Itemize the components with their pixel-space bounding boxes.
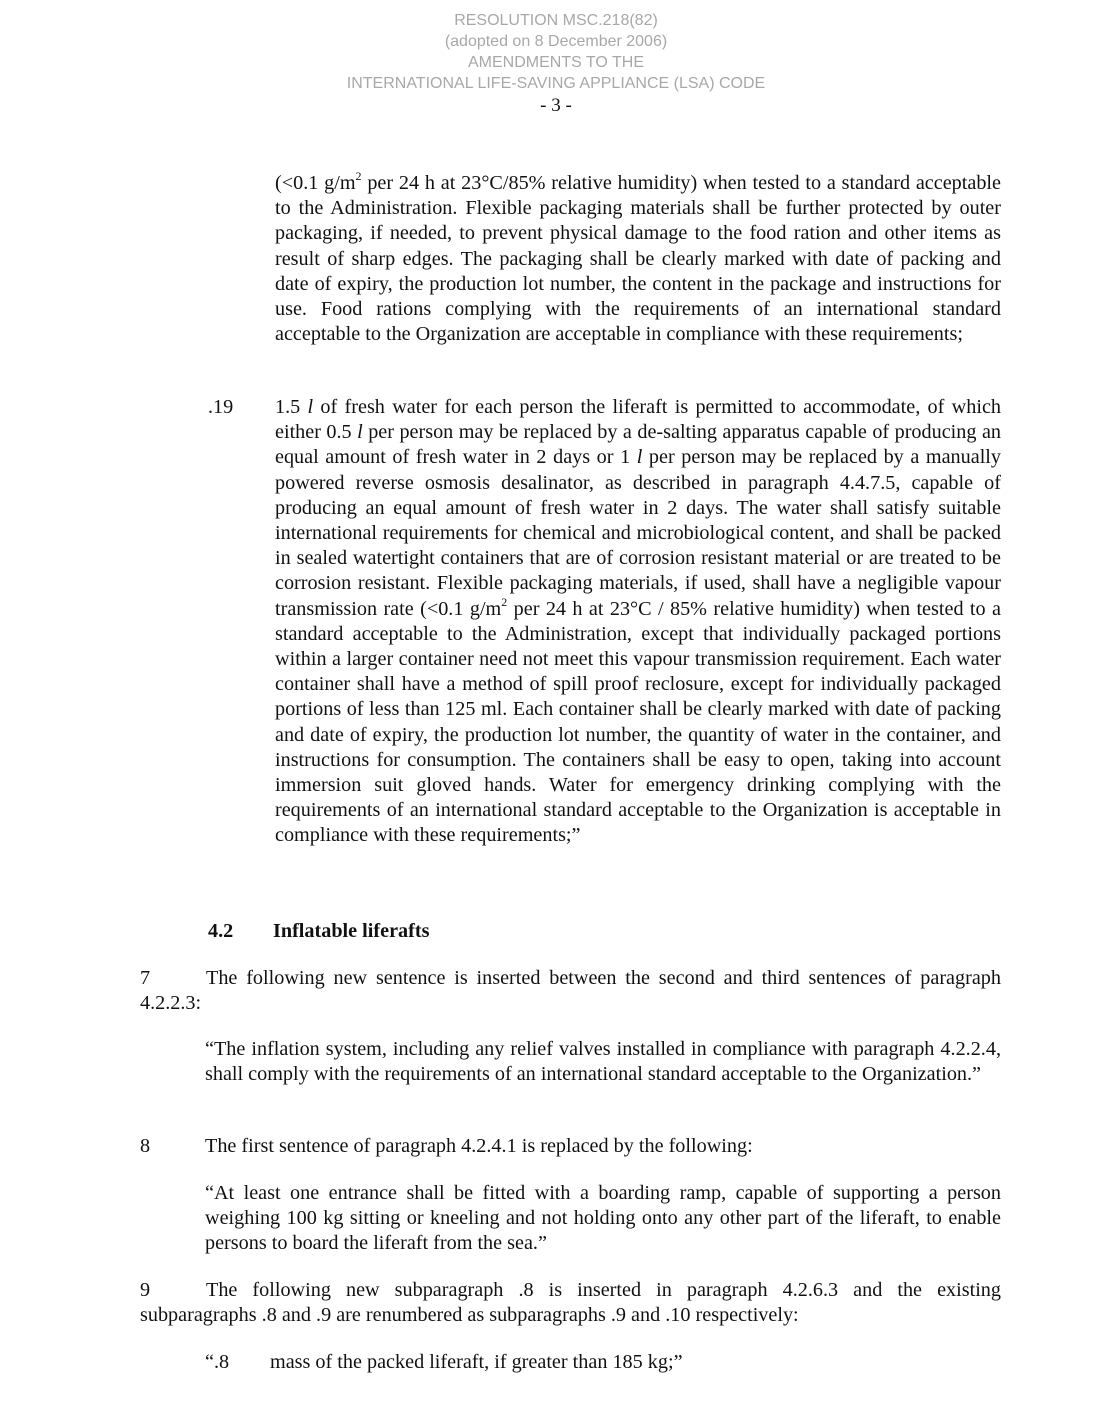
superscript-2: 2 bbox=[501, 594, 508, 609]
para-7-quote: “The inflation system, including any relief valves installed in compliance with paragraph 4.2.2.4, shall comply with the requirements of an international standard acceptable to the Organization.” bbox=[205, 1038, 1001, 1086]
superscript-2: 2 bbox=[355, 169, 362, 184]
header-amendments: AMENDMENTS TO THE bbox=[467, 54, 645, 71]
subparagraph-8-number: “.8 bbox=[205, 1351, 230, 1373]
para-7-text: The following new sentence is inserted between the second and third sentences of paragraph 4.2.2.3: bbox=[140, 967, 1001, 1015]
para-8-text: The first sentence of paragraph 4.2.4.1 is replaced by the following: bbox=[205, 1135, 753, 1157]
section-4-2-number: 4.2 bbox=[208, 920, 234, 942]
continuation-paragraph: (<0.1 $g/m^2$ per 24 h at 23°C/85% relative humidity) when tested to a standard acceptable to the Administration. Flexible packaging materials shall be further protected by outer packaging, if needed, to prevent physical damage to the food ration and other items as result of sharp edges. The packaging shall be clearly marked with date of packing and date of expiry, the production lot number, the content in the package and instructions for use. Food rations complying with the requirements of an international standard acceptable to the Organization are acceptable in compliance with these requirements; bbox=[275, 169, 1001, 346]
document-header bbox=[0, 10, 1112, 118]
para-8-number: 8 bbox=[140, 1135, 151, 1157]
section-4-2-title: Inflatable liferafts bbox=[273, 920, 430, 942]
para-8-quote: “At least one entrance shall be fitted with a boarding ramp, capable of supporting a person weighing 100 kg sitting or kneeling and not holding onto any other part of the liferaft, to enable persons to board the liferaft from the sea.” bbox=[205, 1182, 1001, 1255]
para-9-number: 9 bbox=[140, 1279, 151, 1301]
item-19-paragraph: 1.5 l of fresh water for each person the liferaft is permitted to accommodate, of which either 0.5 l per person may be replaced by a de-salting apparatus capable of producing an equal amount of fresh water in 2 days or 1 l per person may be replaced by a manually powered reverse osmosis desalinator, as described in paragraph 4.4.7.5, capable of producing an equal amount of fresh water in 2 days. The water shall satisfy suitable international requirements for chemical and microbiological content, and shall be packed in sealed watertight containers that are of corrosion resistant material or are treated to be corrosion resistant. Flexible packaging materials, if used, shall have a negligible vapour transmission rate (<0.1 $g/m^2$ per 24 h at 23°C / 85% relative humidity) when tested to a standard acceptable to the Administration, except that individually packaged portions within a larger container need not meet this vapour transmission requirement. Each water container shall have a method of spill proof reclosure, except for individually packaged portions of less than 125 ml. Each container shall be clearly marked with date of packing and date of expiry, the production lot number, the quantity of water in the container, and instructions for consumption. The containers shall be easy to open, taking into account immersion suit gloved hands. Water for emergency drinking complying with the requirements of an international standard acceptable to the Organization is acceptable in compliance with these requirements;” bbox=[275, 396, 1002, 847]
item-19-number: .19 bbox=[208, 396, 234, 418]
subparagraph-8-text: mass of the packed liferaft, if greater than 185 kg;” bbox=[270, 1351, 683, 1373]
para-7-number: 7 bbox=[140, 967, 151, 989]
header-code-title: INTERNATIONAL LIFE-SAVING APPLIANCE (LSA) CODE bbox=[346, 75, 766, 92]
header-adopted-date: (adopted on 8 December 2006) bbox=[444, 33, 668, 50]
header-resolution: RESOLUTION MSC.218(82) bbox=[454, 12, 658, 29]
page-number: - 3 - bbox=[540, 95, 572, 116]
para-9-text: The following new subparagraph .8 is inserted in paragraph 4.2.6.3 and the existing subparagraphs .8 and .9 are renumbered as subparagraphs .9 and .10 respectively: bbox=[140, 1279, 1001, 1327]
